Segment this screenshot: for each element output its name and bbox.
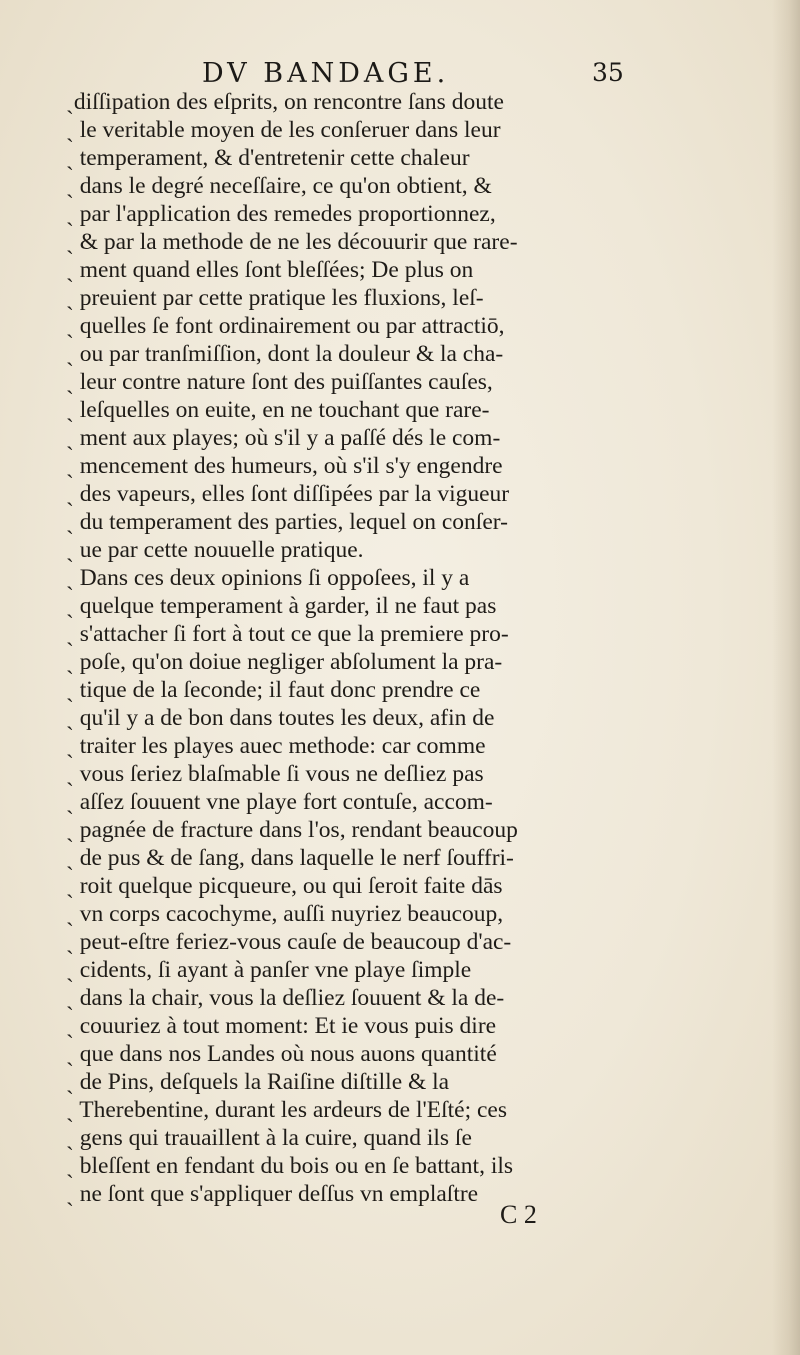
- page-number: 35: [592, 58, 624, 87]
- text-line: ˏ Therebentine, durant les ardeurs de l'Eſté; ces: [66, 1097, 507, 1123]
- text-line: ˏ ne ſont que s'appliquer deſſus vn emplaſtre: [66, 1181, 479, 1207]
- text-line: ˏ bleſſent en fendant du bois ou en ſe battant, ils: [66, 1153, 514, 1179]
- text-line: ˏ ment quand elles ſont bleſſées; De plus on: [66, 257, 474, 283]
- text-line: ˏ tique de la ſeconde; il faut donc prendre ce: [66, 677, 481, 703]
- text-line: ˏ cidents, ſi ayant à panſer vne playe ſimple: [66, 957, 472, 983]
- text-line: ˏ le veritable moyen de les conſeruer dans leur: [66, 117, 501, 143]
- signature-mark: C 2: [500, 1200, 537, 1229]
- text-line: ˏ par l'application des remedes proportionnez,: [66, 201, 496, 227]
- text-line: ˏ dans le degré neceſſaire, ce qu'on obtient, &: [66, 173, 492, 199]
- text-line: ˏ ou par tranſmiſſion, dont la douleur & la cha-: [66, 341, 504, 367]
- text-line: ˏ pagnée de fracture dans l'os, rendant beaucoup: [66, 817, 518, 843]
- text-line: ˏ des vapeurs, elles ſont diſſipées par la vigueur: [66, 481, 510, 507]
- text-line: ˏ quelque temperament à garder, il ne faut pas: [66, 593, 497, 619]
- text-line: ˏ que dans nos Landes où nous auons quantité: [66, 1041, 497, 1067]
- text-line: ˏ ue par cette nouuelle pratique.: [66, 537, 364, 563]
- text-line: ˏdiſſipation des eſprits, on rencontre ſans doute: [66, 89, 504, 115]
- text-line: ˏ de Pins, deſquels la Raiſine diſtille & la: [66, 1069, 450, 1095]
- text-line: ˏ traiter les playes auec methode: car comme: [66, 733, 486, 759]
- text-line: ˏ vn corps cacochyme, auſſi nuyriez beaucoup,: [66, 901, 504, 927]
- page-edge-shadow: [772, 0, 800, 1355]
- text-line: ˏ poſe, qu'on doiue negliger abſolument la pra-: [66, 649, 503, 675]
- text-line: ˏ s'attacher ſi fort à tout ce que la premiere pro-: [66, 621, 509, 647]
- text-line: ˏ aſſez ſouuent vne playe fort contuſe, accom-: [66, 789, 493, 815]
- text-line: ˏ Dans ces deux opinions ſi oppoſees, il y a: [66, 565, 470, 591]
- body-text: [66, 88, 656, 1208]
- text-line: ˏ gens qui trauaillent à la cuire, quand ils ſe: [66, 1125, 472, 1151]
- text-line: ˏ leſquelles on euite, en ne touchant que rare-: [66, 397, 490, 423]
- text-line: ˏ & par la methode de ne les découurir que rare-: [66, 229, 518, 255]
- text-line: ˏ mencement des humeurs, où s'il s'y engendre: [66, 453, 503, 479]
- text-line: ˏ roit quelque picqueure, ou qui ſeroit faite dās: [66, 873, 503, 899]
- text-line: ˏ leur contre nature ſont des puiſſantes cauſes,: [66, 369, 493, 395]
- text-line: ˏ ment aux playes; où s'il y a paſſé dés le com-: [66, 425, 501, 451]
- text-line: ˏ peut-eſtre feriez-vous cauſe de beaucoup d'ac-: [66, 929, 512, 955]
- text-line: ˏ couuriez à tout moment: Et ie vous puis dire: [66, 1013, 497, 1039]
- running-title: DV BANDAGE.: [202, 58, 450, 89]
- text-line: ˏ qu'il y a de bon dans toutes les deux, afin de: [66, 705, 495, 731]
- text-line: ˏ preuient par cette pratique les fluxions, leſ-: [66, 285, 484, 311]
- text-line: ˏ du temperament des parties, lequel on conſer-: [66, 509, 508, 535]
- text-line: ˏ de pus & de ſang, dans laquelle le nerf ſouffri-: [66, 845, 514, 871]
- text-line: ˏ vous ſeriez blaſmable ſi vous ne deſliez pas: [66, 761, 484, 787]
- text-line: ˏ quelles ſe font ordinairement ou par attractiō,: [66, 313, 505, 339]
- text-line: ˏ temperament, & d'entretenir cette chaleur: [66, 145, 470, 171]
- text-line: ˏ dans la chair, vous la deſliez ſouuent & la de-: [66, 985, 505, 1011]
